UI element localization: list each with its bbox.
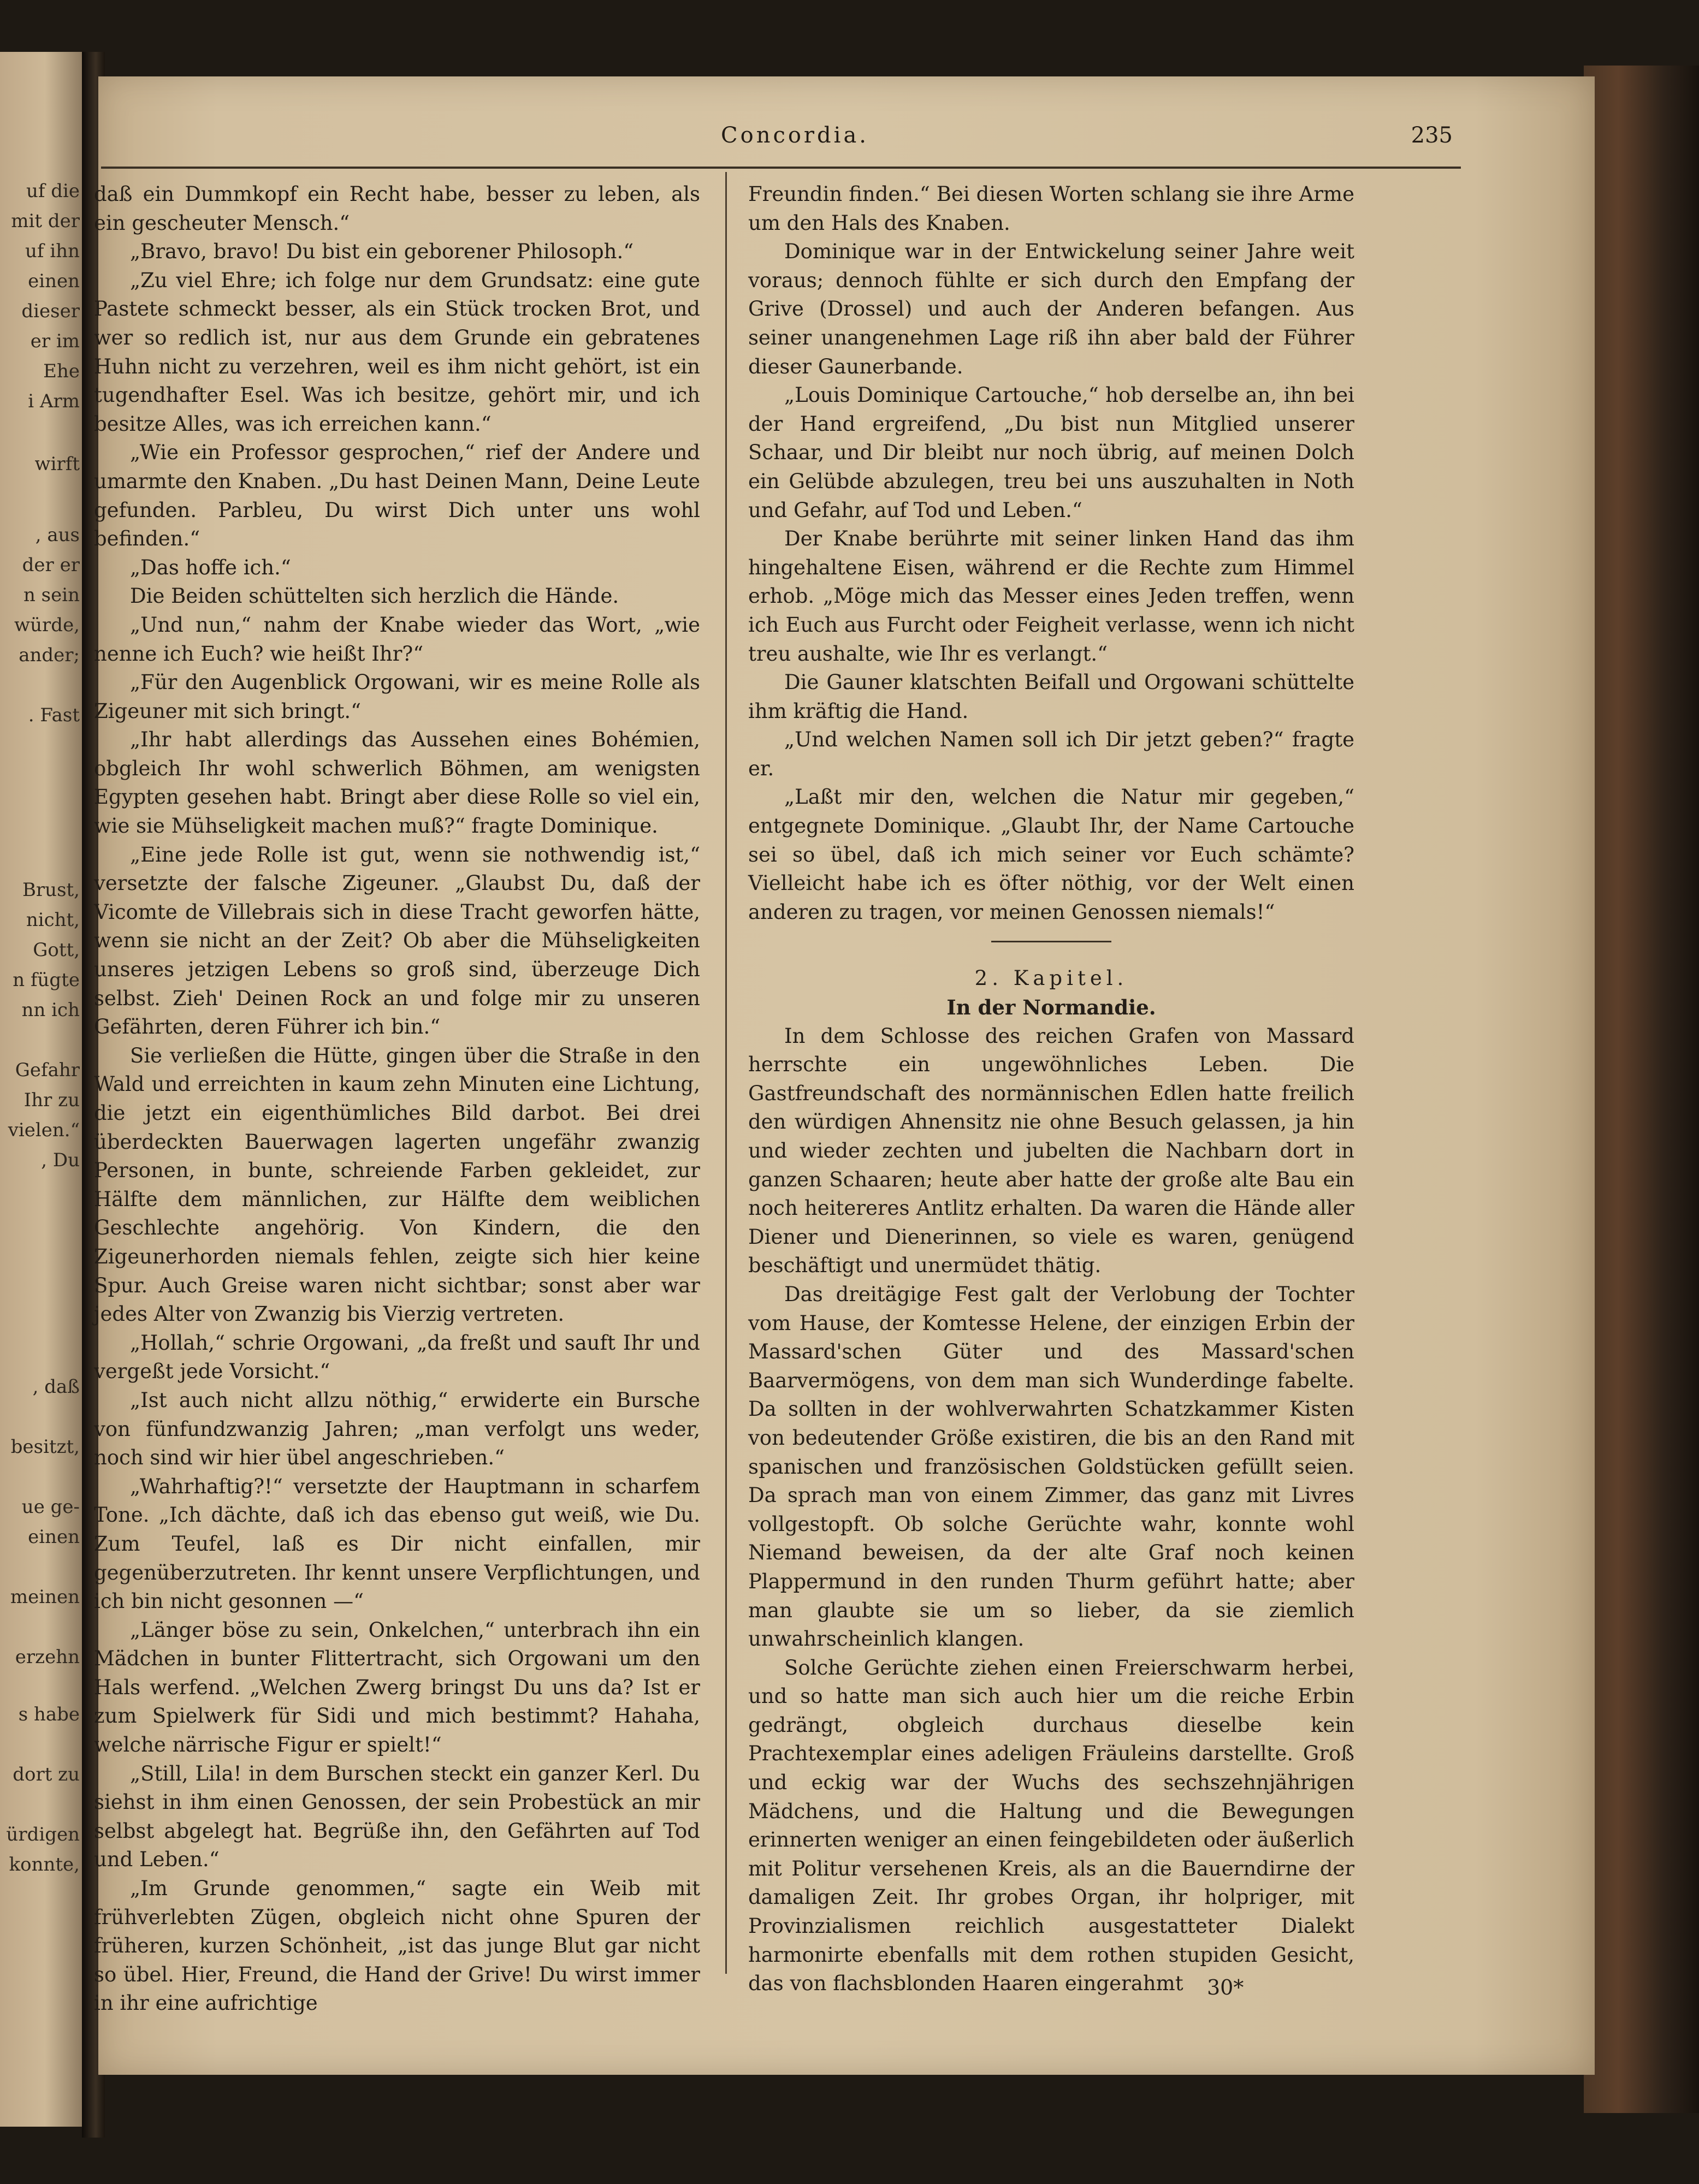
left-page-fragment: wirft <box>34 453 80 475</box>
paragraph: Das dreitägige Fest galt der Verlobung der Tochter vom Hause, der Komtesse Helene, der einzigen Erbin der Massard'schen Güter und des Massard'schen Baarvermögens, von dem man sich Wunderdinge fabelte. Da sollten in der wohlverwahrten Schatzkammer Kisten von bedeutender Größe existiren, die bis an den Rand mit spanischen und französischen Goldstücken gefüllt seien. Da sprach man von einem Zimmer, das ganz mit Livres vollgestopft. Ob solche Gerüchte wahr, konnte wohl Niemand beweisen, da der alte Graf noch keinen Plappermund in den runden Thurm geführt hatte; aber man glaubte sie um so lieber, da sie ziemlich unwahrscheinlich klangen. <box>748 1282 1354 1651</box>
paragraph: daß ein Dummkopf ein Recht habe, besser zu leben, als ein gescheuter Mensch.“ <box>94 182 700 235</box>
left-page-fragment: , daß <box>32 1376 80 1398</box>
left-page-fragment: dort zu <box>13 1764 80 1785</box>
left-page-fragment: nn ich <box>21 999 80 1021</box>
left-page-fragment: mit der <box>11 210 80 232</box>
left-page-fragment: meinen <box>10 1586 80 1608</box>
paragraph: „Länger böse zu sein, Onkelchen,“ unterbrach ihn ein Mädchen in bunter Flittertracht, sich Orgowani um den Hals werfend. „Welchen Zwerg bringst Du uns da? Ist er zum Spielwerk für Sidi und mich bestimmt? Hahaha, welche närrische Figur er spielt!“ <box>94 1618 700 1757</box>
left-page-fragment: Ihr zu <box>23 1089 80 1111</box>
left-page-fragment: , aus <box>35 524 80 546</box>
left-page-fragment: n sein <box>23 584 80 606</box>
paragraph: „Zu viel Ehre; ich folge nur dem Grundsatz: eine gute Pastete schmeckt besser, als ein Stück trocken Brot, und wer so redlich ist, nur aus dem Grunde ein gebratenes Huhn nicht zu verzehren, weil es ihm nicht gehört, ist ein tugendhafter Esel. Was ich besitze, gehört mir, und ich besitze Alles, was ich erreichen kann.“ <box>94 268 700 436</box>
paragraph: „Für den Augenblick Orgowani, wir es meine Rolle als Zigeuner mit sich bringt.“ <box>94 670 700 723</box>
paragraph: „Hollah,“ schrie Orgowani, „da freßt und sauft Ihr und vergeßt jede Vorsicht.“ <box>94 1331 700 1384</box>
chapter-number: 2. Kapitel. <box>974 966 1128 990</box>
left-page-fragment: einen <box>28 1526 80 1548</box>
left-page-fragment: würde, <box>14 614 80 636</box>
left-page-fragment: uf ihn <box>25 240 80 262</box>
left-page-fragment: uf die <box>26 180 80 202</box>
left-page-fragment: Gott, <box>33 939 80 961</box>
left-page-fragment: er im <box>30 330 80 352</box>
chapter-title: In der Normandie. <box>946 995 1156 1020</box>
left-page-fragment: ander; <box>19 644 80 666</box>
page-number: 235 <box>1411 123 1453 148</box>
left-page-fragment: Brust, <box>22 879 80 901</box>
left-page-fragment: besitzt, <box>10 1436 80 1458</box>
left-page-fragment: dieser <box>21 300 80 322</box>
paragraph: Die Gauner klatschten Beifall und Orgowani schüttelte ihm kräftig die Hand. <box>748 670 1354 723</box>
book-cover-edge <box>1584 66 1699 2113</box>
paragraph: „Eine jede Rolle ist gut, wenn sie nothwendig ist,“ versetzte der falsche Zigeuner. „Glaubst Du, daß der Vicomte de Villebrais sich in diese Tracht geworfen hätte, wenn sie nicht an der Zeit? Ob aber die Mühseligkeiten unseres jetzigen Lebens so groß sind, überzeuge Dich selbst. Zieh' Deinen Rock an und folge mir zu unseren Gefährten, deren Führer ich bin.“ <box>94 842 700 1039</box>
paragraph: „Still, Lila! in dem Burschen steckt ein ganzer Kerl. Du siehst in ihm einen Genossen, der sein Probestück an mir selbst abgelegt hat. Begrüße ihn, den Gefährten auf Tod und Leben.“ <box>94 1761 700 1872</box>
left-page-fragment: der er <box>22 554 80 576</box>
signature-mark: 30* <box>1207 1975 1244 1999</box>
left-page-fragment: . Fast <box>28 704 80 726</box>
right-column-lower <box>748 1022 1354 1998</box>
left-page-fragment: ue ge- <box>21 1496 80 1518</box>
left-page-fragment: , Du <box>41 1149 80 1171</box>
paragraph: Solche Gerüchte ziehen einen Freierschwarm herbei, und so hatte man sich auch hier um die reiche Erbin gedrängt, obgleich durchaus dieselbe kein Prachtexemplar eines adeligen Fräuleins darstellte. Groß und eckig war der Wuchs des sechszehnjährigen Mädchens, und die Haltung und die Bewegungen erinnerten weniger an einen feingebildeten oder äußerlich mit Politur versehenen Kreis, als an die Bauerndirne der damaligen Zeit. Ihr grobes Organ, ihr holpriger, mit Provinzialismen reichlich ausgestatteter Dialekt harmonirte ebenfalls mit dem rothen stupiden Gesicht, das von flachsblonden Haaren eingerahmt <box>748 1655 1354 1996</box>
paragraph: „Und nun,“ nahm der Knabe wieder das Wort, „wie nenne ich Euch? wie heißt Ihr?“ <box>94 613 700 666</box>
left-page-edge <box>0 52 82 2127</box>
left-page-fragment: Ehe <box>43 360 80 382</box>
section-divider <box>991 941 1111 942</box>
paragraph: Die Beiden schüttelten sich herzlich die Hände. <box>130 584 619 608</box>
running-header <box>87 123 1453 156</box>
right-column <box>748 180 1354 1998</box>
left-page-fragment: vielen.“ <box>8 1119 80 1141</box>
paragraph: „Bravo, bravo! Du bist ein geborener Philosoph.“ <box>130 240 634 264</box>
left-page-fragment: s habe <box>18 1704 80 1725</box>
paragraph: „Laßt mir den, welchen die Natur mir gegeben,“ entgegnete Dominique. „Glaubt Ihr, der Name Cartouche sei so übel, daß ich mich seiner vor Euch schämte? Vielleicht habe ich es öfter nöthig, vor der Welt einen anderen zu tragen, vor meinen Genossen niemals!“ <box>748 785 1354 924</box>
left-page-fragment: erzehn <box>15 1646 80 1668</box>
paragraph: „Im Grunde genommen,“ sagte ein Weib mit frühverlebten Zügen, obgleich nicht ohne Spuren der früheren, kurzen Schönheit, „ist das junge Blut gar nicht so übel. Hier, Freund, die Hand der Grive! Du wirst immer in ihr eine aufrichtige <box>94 1877 700 2015</box>
running-title: Concordia. <box>721 123 869 148</box>
paragraph: „Wie ein Professor gesprochen,“ rief der Andere und umarmte den Knaben. „Du hast Deinen Mann, Deine Leute gefunden. Parbleu, Du wirst Dich unter uns wohl befinden.“ <box>94 441 700 551</box>
column-divider <box>725 172 727 1974</box>
paragraph: In dem Schlosse des reichen Grafen von Massard herrschte ein ungewöhnliches Leben. Die Gastfreundschaft des normännischen Edlen hatte freilich den würdigen Ahnensitz nie ohne Besuch gelassen, ja hin und wieder zechten und jubelten die Nachbarn dort in ganzen Schaaren; heute aber hatte der große alte Bau ein noch heitereres Antlitz erhalten. Da waren die Hände aller Diener und Dienerinnen, so viele es waren, genügend beschäftigt und unermüdet thätig. <box>748 1024 1354 1278</box>
paragraph: Der Knabe berührte mit seiner linken Hand das ihm hingehaltene Eisen, während er die Rechte zum Himmel erhob. „Möge mich das Messer eines Jeden treffen, wenn ich Euch aus Furcht oder Feigheit verlasse, wenn ich nicht treu aushalte, wie Ihr es verlangt.“ <box>748 527 1354 666</box>
right-column-upper <box>748 180 1354 927</box>
paragraph: Sie verließen die Hütte, gingen über die Straße in den Wald und erreichten in kaum zehn Minuten eine Lichtung, die jetzt ein eigenthümliches Bild darbot. Bei drei überdeckten Bauerwagen lagerten ungefähr zwanzig Personen, in bunte, schreiende Farben gekleidet, zur Hälfte dem männlichen, zur Hälfte dem weiblichen Geschlechte angehörig. Von Kindern, die den Zigeunerhorden niemals fehlen, zeigte sich hier keine Spur. Auch Greise waren nicht sichtbar; sonst aber war jedes Alter von Zwanzig bis Vierzig vertreten. <box>94 1043 700 1326</box>
left-page-fragment: n fügte <box>13 969 80 991</box>
paragraph: „Wahrhaftig?!“ versetzte der Hauptmann in scharfem Tone. „Ich dächte, daß ich das ebenso gut weiß, wie Du. Zum Teufel, laß es Dir nicht einfallen, mir gegenüberzutreten. Ihr kennt unsere Verpflichtungen, und ich bin nicht gesonnen —“ <box>94 1474 700 1613</box>
left-page-fragment: ürdigen <box>6 1824 80 1845</box>
left-page-fragment: einen <box>28 270 80 292</box>
left-page-fragment: Gefahr <box>15 1059 80 1081</box>
left-page-fragment: nicht, <box>26 909 80 931</box>
paragraph: „Das hoffe ich.“ <box>130 555 291 579</box>
left-page-fragment: i Arm <box>28 390 80 412</box>
paragraph: „Louis Dominique Cartouche,“ hob derselbe an, ihn bei der Hand ergreifend, „Du bist nun Mitglied unserer Schaar, und Dir bleibt nur noch übrig, auf meinen Dolch ein Gelübde abzulegen, treu bei uns auszuhalten in Noth und Gefahr, auf Tod und Leben.“ <box>748 383 1354 522</box>
paragraph: „Ihr habt allerdings das Aussehen eines Bohémien, obgleich Ihr wohl schwerlich Böhmen, am wenigsten Egypten gesehen habt. Bringt aber diese Rolle so viel ein, wie sie Mühseligkeit machen muß?“ fragte Dominique. <box>94 728 700 838</box>
header-rule <box>101 167 1461 169</box>
paragraph: Freundin finden.“ Bei diesen Worten schlang sie ihre Arme um den Hals des Knaben. <box>748 182 1354 235</box>
left-page-fragment: konnte, <box>9 1854 80 1876</box>
paragraph: „Und welchen Namen soll ich Dir jetzt geben?“ fragte er. <box>748 728 1354 780</box>
left-column <box>94 180 700 2018</box>
paragraph: „Ist auch nicht allzu nöthig,“ erwiderte ein Bursche von fünfundzwanzig Jahren; „man verfolgt uns weder, noch sind wir hier übel angeschrieben.“ <box>94 1388 700 1470</box>
paragraph: Dominique war in der Entwickelung seiner Jahre weit voraus; dennoch fühlte er sich durch den Empfang der Grive (Drossel) und auch der Anderen befangen. Aus seiner unangenehmen Lage riß ihn aber bald der Führer dieser Gaunerbande. <box>748 240 1354 378</box>
